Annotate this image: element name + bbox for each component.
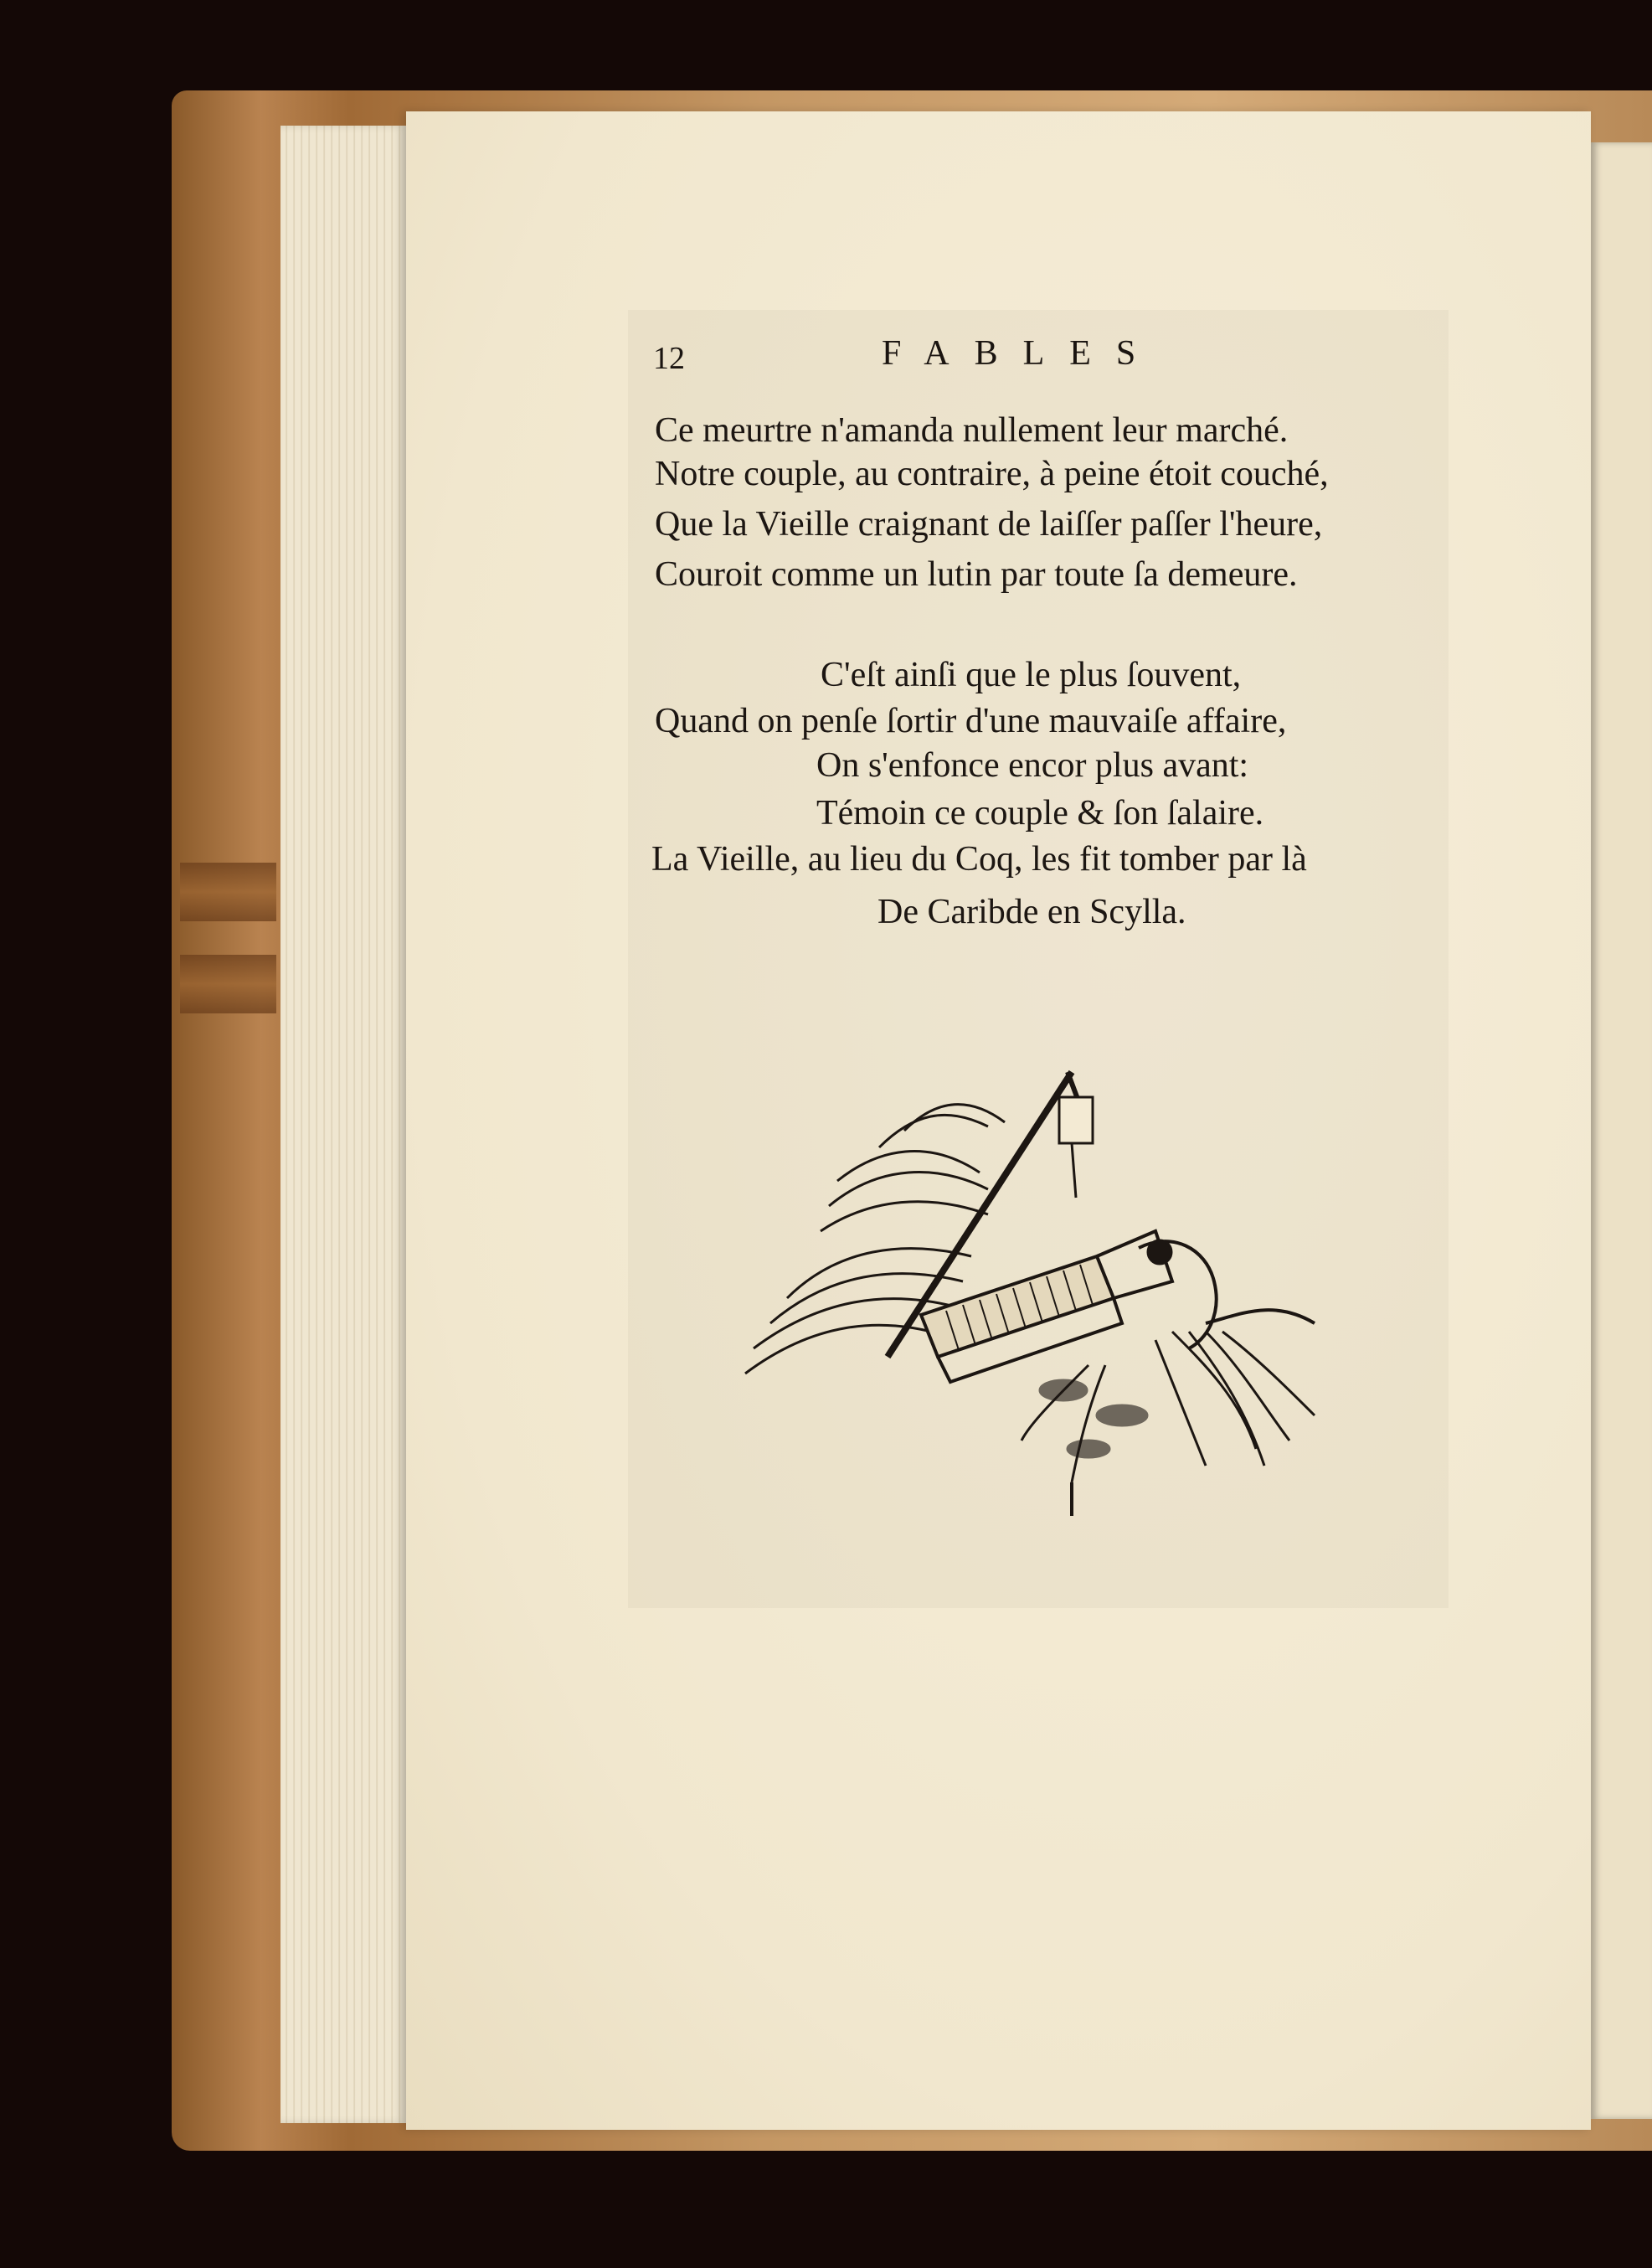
page-edges (280, 126, 406, 2123)
verse-line: Témoin ce couple & ſon ſalaire. (816, 794, 1264, 832)
spine-band (180, 863, 276, 921)
verse-line: Notre couple, au contraire, à peine étoit couché, (655, 455, 1329, 493)
verse-line: Que la Vieille craignant de laiſſer paſſer l'heure, (655, 505, 1323, 544)
page-number: 12 (653, 341, 685, 376)
verse-line: On s'enfonce encor plus avant: (816, 746, 1249, 785)
verse-line: Couroit comme un lutin par toute ſa demeure. (655, 555, 1298, 594)
facing-page-edge (1591, 142, 1652, 2119)
verse-line: Ce meurtre n'amanda nullement leur marché. (655, 411, 1289, 450)
verse-line: C'eſt ainſi que le plus ſouvent, (821, 656, 1242, 694)
verse-line: De Caribde en Scylla. (877, 893, 1186, 931)
spine-band (180, 955, 276, 1013)
verse-line: La Vieille, au lieu du Coq, les fit tomber par là (651, 840, 1307, 879)
verse-line: Quand on penſe ſortir d'une mauvaiſe affaire, (655, 702, 1287, 740)
running-head: FABLES (882, 334, 1161, 373)
woodcut-trap-illustration-icon (737, 1047, 1373, 1533)
page-header (653, 333, 1256, 392)
